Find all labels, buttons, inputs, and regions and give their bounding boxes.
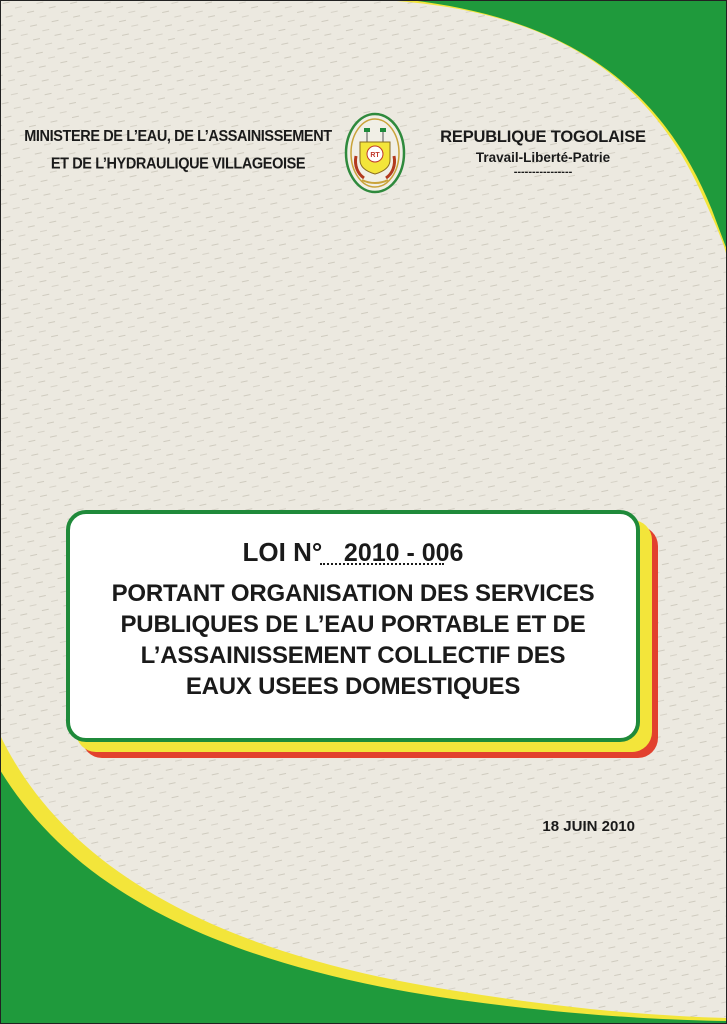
ministry-name [18,124,338,179]
law-subject-line: EAUX USEES DOMESTIQUES [185,673,521,700]
law-prefix: LOI N° [242,537,323,567]
law-date: 18 JUIN 2010 [542,818,635,835]
togo-coat-of-arms-icon [344,112,406,194]
republic-heading [432,126,654,176]
ministry-line-2: ET DE L’HYDRAULIQUE VILLAGEOISE [50,155,306,173]
emblem-text: RT [370,152,380,159]
motto-separator: ---------------- [513,166,573,178]
law-subject-line: PORTANT ORGANISATION DES SERVICES [111,580,595,607]
law-subject-line: PUBLIQUES DE L’EAU PORTABLE ET DE [120,611,586,638]
law-number-underline [320,563,444,565]
law-subject [66,578,640,702]
national-motto: Travail-Liberté-Patrie [475,150,611,165]
law-number: 2010 - 006 [343,539,464,567]
ministry-line-1: MINISTERE DE L’EAU, DE L’ASSAINISSEMENT [24,127,332,146]
law-subject-line: L’ASSAINISSEMENT COLLECTIF DES [140,642,566,669]
republic-name: REPUBLIQUE TOGOLAISE [440,128,646,146]
